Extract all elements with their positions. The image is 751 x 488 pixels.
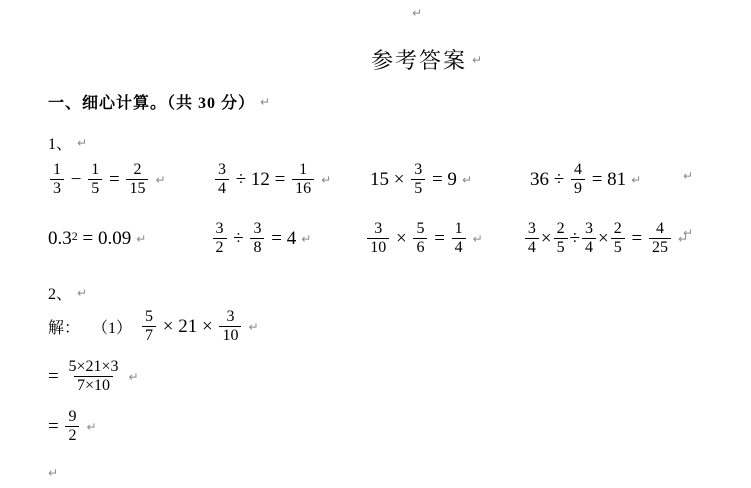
- math-expression: 15 × $\frac{3}{5}$ = 9: [370, 161, 457, 198]
- formula-row-2: [48, 220, 688, 258]
- math-expression: $\frac{3}{4}$ ÷ 12 = $\frac{1}{16}$: [213, 161, 316, 199]
- pilcrow-icon: ↵: [631, 172, 642, 187]
- pilcrow-icon: ↵: [472, 231, 483, 246]
- formula-2-2: [211, 220, 366, 258]
- page-title-text: 参考答案: [371, 48, 468, 73]
- pilcrow-icon: ↵: [472, 52, 483, 67]
- pilcrow-icon: ↵: [301, 231, 312, 246]
- pilcrow-icon: ↵: [136, 231, 147, 246]
- solution-line-1: [48, 308, 259, 346]
- pilcrow-icon: ↵: [412, 6, 423, 20]
- pilcrow-icon: ↵: [260, 94, 271, 109]
- math-expression: 0.3 2 = 0.09: [48, 227, 132, 249]
- pilcrow-icon: ↵: [321, 172, 332, 187]
- problem-1-label: [48, 131, 87, 154]
- paragraph-mark-row2: [683, 224, 693, 242]
- problem-2-label-text: 2、: [48, 286, 73, 303]
- math-expression: $\frac{3}{10}$ × $\frac{5}{6}$ = $\frac{1}{4}$: [365, 220, 467, 258]
- page-title: [371, 44, 482, 75]
- step-1-label: （1）: [92, 320, 133, 338]
- problem-1-label-text: 1、: [48, 136, 73, 153]
- pilcrow-icon: ↵: [683, 169, 694, 183]
- math-expression: $\frac{3}{4}$ × $\frac{2}{5}$ ÷ $\frac{3}{4}$ × $\frac{2}{5}$ = $\frac{4}{25}$: [523, 220, 673, 258]
- solution-line-2: [48, 358, 139, 396]
- pilcrow-icon: ↵: [248, 319, 259, 334]
- formula-row-1: [48, 161, 688, 199]
- math-expression: = $\frac{5\times 21\times 3}{7\times 10}$: [48, 358, 119, 395]
- pilcrow-icon: ↵: [77, 135, 88, 150]
- section-heading: [48, 90, 270, 113]
- math-expression: $\frac{3}{2}$ ÷ $\frac{3}{8}$ = 4: [211, 220, 297, 258]
- formula-1-2: [213, 161, 370, 199]
- pilcrow-icon: ↵: [155, 172, 166, 187]
- formula-1-1: [48, 161, 213, 199]
- pilcrow-icon: ↵: [461, 172, 472, 187]
- pilcrow-icon: ↵: [77, 285, 88, 300]
- formula-2-4: [523, 220, 688, 258]
- formula-2-3: [365, 220, 523, 258]
- solve-label: 解：: [48, 320, 81, 338]
- formula-2-1: [48, 228, 211, 250]
- pilcrow-icon: ↵: [48, 466, 59, 480]
- paragraph-mark-top: [412, 4, 422, 22]
- formula-1-3: [370, 161, 530, 199]
- math-expression: = $\frac{9}{2}$: [48, 408, 81, 446]
- math-expression: 36 ÷ $\frac{4}{9}$ = 81: [530, 161, 627, 198]
- solution-line-3: [48, 408, 97, 446]
- paragraph-mark-row1: [683, 167, 693, 185]
- pilcrow-icon: ↵: [683, 226, 694, 240]
- pilcrow-icon: ↵: [128, 369, 139, 384]
- section-heading-text: 一、细心计算。（共 30 分）: [48, 95, 256, 112]
- problem-2-label: [48, 281, 87, 304]
- pilcrow-icon: ↵: [677, 231, 688, 246]
- math-expression: $\frac{1}{3}$ − $\frac{1}{5}$ = $\frac{2}{15}$: [48, 161, 150, 199]
- paragraph-mark-bottom: [48, 464, 58, 482]
- pilcrow-icon: ↵: [86, 419, 97, 434]
- math-expression: $\frac{5}{7}$ × 21 × $\frac{3}{10}$: [140, 308, 243, 346]
- formula-1-4: [530, 161, 641, 199]
